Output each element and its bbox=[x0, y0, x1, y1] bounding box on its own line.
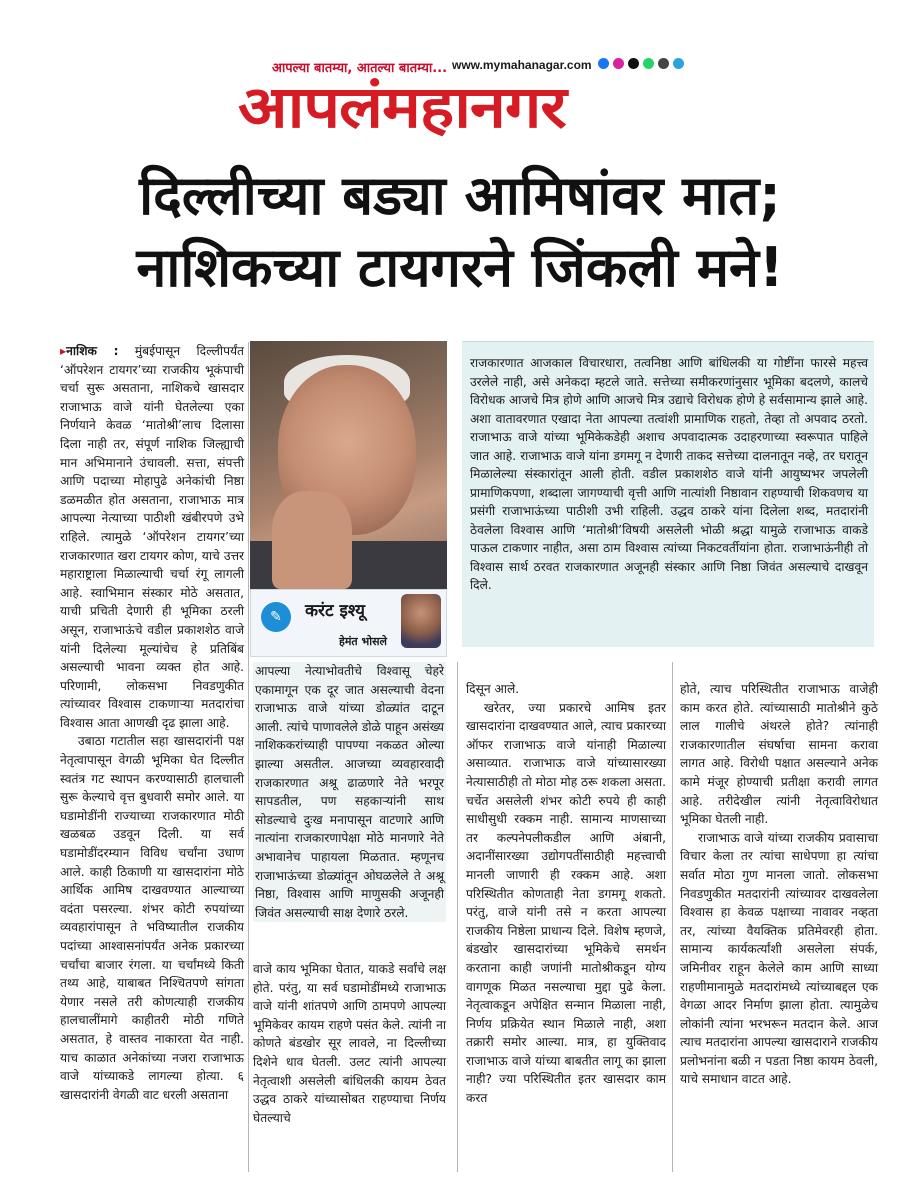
article-left-column bbox=[60, 342, 244, 1104]
paragraph: वाजे काय भूमिका घेतात, याकडे सर्वांचे लक्ष होते. परंतु, या सर्व घडामोडींमध्ये राजाभाऊ वाजे यांनी शांतपणे आणि ठामपणे आपल्या भूमिकेवर कायम राहणे पसंत केले. त्यांनी ना कोणते बंडखोर सूर लावले, ना दिल्लीच्या दिशेने धाव घेतली. उलट त्यांनी आपल्या नेतृत्वाशी असलेली बांधिलकी कायम ठेवत उद्धव ठाकरे यांच्यासोबत राहण्याचा निर्णय घेतल्याचे bbox=[253, 962, 446, 1125]
paragraph: दिसून आले. bbox=[466, 682, 520, 696]
paragraph: आपल्या नेत्याभोवतीचे विश्वासू चेहरे एकामागून एक दूर जात असल्याची वेदना राजाभाऊ वाजे यांच्या डोळ्यांत दाटून आली. त्यांचे पाणावलेले डोळे पाहून असंख्य नाशिककरांच्याही पापण्या नकळत ओल्या झाल्या असतील. आजच्या व्यवहारवादी राजकारणात अश्रू ढाळणारे नेते भरपूर सापडतील, पण सहकाऱ्यांनी साथ सोडल्याचे दुःख मनापासून वाटणारे आणि नात्यांना राजकारणापेक्षा मोठे मानणारे नेते अभावानेच पाहायला मिळतात. म्हणूनच राजाभाऊंच्या डोळ्यांतून ओघळलेले ते अश्रू निष्ठा, विश्वास आणि माणुसकी अजूनही जिवंत असल्याची साक्ष देणारे ठरले. bbox=[255, 664, 444, 920]
article-mid-bottom bbox=[253, 960, 446, 1127]
author-subject-photo bbox=[250, 341, 447, 589]
column-title: करंट इश्यू bbox=[305, 601, 365, 621]
column-author: हेमंत भोसले bbox=[339, 635, 387, 648]
social-icons bbox=[598, 58, 684, 69]
telegram-icon[interactable] bbox=[673, 58, 684, 69]
dateline-arrow-icon: ▸ bbox=[60, 344, 67, 358]
paragraph: खरेतर, ज्या प्रकारचे आमिष इतर खासदारांना दाखवण्यात आले, त्याच प्रकारच्या ऑफर राजाभाऊ वाजे यांनाही मिळाल्या असाव्यात. राजाभाऊ वाजे यांच्यासारख्या नेत्यासाठीही तो मोठा मोह ठरू शकला असता. चर्चेत असलेली शंभर कोटी रुपये ही काही साधीसुधी रक्कम नाही. सामान्य माणसाच्या तर कल्पनेपलीकडील आणि अंबानी, अदानींसारख्या उद्योगपतींसाठीही महत्त्वाची मानली जाणारी ही रक्कम आहे. अशा परिस्थितीत कोणताही नेता डगमगू शकतो. परंतु, वाजे यांनी तसे न करता आपल्या राजकीय निष्ठेला प्राधान्य दिले. विशेष म्हणजे, बंडखोर खासदारांच्या भूमिकेचे समर्थन करताना काही जणांनी मातोश्रीकडून योग्य वागणूक मिळत नसल्याचा मुद्दा पुढे केला. नेतृत्वाकडून अपेक्षित सन्मान मिळाला नाही, निर्णय प्रक्रियेत स्थान मिळाले नाही, अशा तक्रारी समोर आल्या. मात्र, हा युक्तिवाद राजाभाऊ वाजे यांच्या बाबतीत लागू का झाला नाही? ज्या परिस्थितीत इतर खासदार काम करत bbox=[466, 700, 666, 1106]
paragraph-text: मुंबईपासून दिल्लीपर्यंत ‘ऑपरेशन टायगर’च्या राजकीय भूकंपाची चर्चा सुरू असताना, नाशिकचे खासदार राजाभाऊ वाजे यांनी घेतलेल्या एका निर्णयाने केवळ ‘मातोश्री’लाच दिलासा दिला नाही तर, संपूर्ण नाशिक जिल्ह्याची मान अभिमानाने उंचावली. सत्ता, संपत्ती आणि पदाच्या मोहापुढे अनेकांची निष्ठा डळमळीत होत असताना, राजाभाऊ मात्र आपल्या नेत्याच्या पाठीशी खंबीरपणे उभे राहिले. त्यामुळे ‘ऑपरेशन टायगर’च्या राजकारणात खरा टायगर कोण, याचे उत्तर महाराष्ट्राला मिळाल्याची चर्चा रंगू लागली आहे. स्वाभिमान संस्कार मोठे असतात, याची प्रचिती देणारी ही भूमिका ठरली असून, राजाभाऊंचे वडील प्रकाशशेठ वाजे यांनी दिलेल्या मूल्यांचेच हे प्रतिबिंब असल्याची भावना व्यक्त होत आहे. परिणामी, लोकसभा निवडणुकीत त्यांच्यावर विश्वास टाकणाऱ्या मतदारांचा विश्वास आता आणखी दृढ झाला आहे. bbox=[60, 344, 245, 730]
tagline: आपल्या बातम्या, आतल्या बातम्या... bbox=[272, 61, 448, 76]
article-mid-shaded bbox=[253, 662, 446, 922]
headline-line-1: दिल्लीच्या बड्या आमिषांवर मात; bbox=[139, 164, 781, 227]
article-column-4 bbox=[680, 680, 878, 1089]
paragraph: होते, त्याच परिस्थितीत राजाभाऊ वाजेही काम करत होते. त्यांच्यासाठी मातोश्रीने कुठे लाल गालीचे अंथरले होते? त्यांनाही राजकारणातील संघर्षाचा सामना करावा लागत आहे. विरोधी पक्षात असल्याने अनेक कामे मंजूर होण्याची प्रतीक्षा करावी लागत आहे. तरीदेखील त्यांनी नेतृत्वाविरोधात भूमिका घेतली नाही. bbox=[680, 682, 878, 827]
headline-line-2: नाशिकच्या टायगरने जिंकली मने! bbox=[136, 236, 784, 299]
column-divider bbox=[672, 662, 673, 1172]
paragraph bbox=[60, 342, 244, 732]
paragraph: राजकारणात आजकाल विचारधारा, तत्वनिष्ठा आणि बांधिलकी या गोष्टींना फारसे महत्त्व उरलेले नाही, असे अनेकदा म्हटले जाते. सत्तेच्या समीकरणांनुसार भूमिका बदलणे, कालचे विरोधक आजचे मित्र होणे आणि आजचे मित्र उद्याचे विरोधक होणे हे सर्वसामान्य झाले आहे. अशा वातावरणात एखादा नेता आपल्या तत्वांशी प्रामाणिक राहतो, तेव्हा तो अपवाद ठरतो. राजाभाऊ वाजे यांच्या भूमिकेकडेही अशाच अपवादात्मक उदाहरणाच्या स्वरूपात पाहिले जात आहे. राजाभाऊ वाजे यांना डगमगू न देणारी ताकद सत्तेच्या दालनातून नव्हे, तर घरातून मिळालेल्या संस्कारांतून आली होती. वडील प्रकाशशेठ वाजे यांनी आयुष्यभर जपलेली प्रामाणिकपणा, शब्दाला जागण्याची वृत्ती आणि नात्यांशी निष्ठावान राहण्याची शिकवणच या प्रसंगी राजाभाऊंच्या पाठीशी उभी राहिली. उद्धव ठाकरे यांना दिलेला शब्द, मतदारांनी ठेवलेला विश्वास आणि ‘मातोश्री’विषयी असलेली भोळी श्रद्धा यामुळे राजाभाऊ वाकडे पाऊल टाकणार नाहीत, असा ठाम विश्वास त्यांच्या निकटवर्तीयांना होता. राजाभाऊंनीही तो विश्वास सार्थ ठरवत राजकारणात अजूनही संस्कार आणि निष्ठा जिवंत असल्याचे दाखवून दिले. bbox=[470, 356, 868, 592]
x-icon[interactable] bbox=[628, 58, 639, 69]
paragraph: उबाठा गटातील सहा खासदारांनी पक्ष नेतृत्वापासून वेगळी भूमिका घेत दिल्लीत स्वतंत्र गट स्थापन करण्यासाठी हालचाली सुरू केल्याचे वृत्त बुधवारी समोर आले. या घडामोडींनी राज्याच्या राजकारणात मोठी खळबळ उडवून दिली. या सर्व घडामोडींदरम्यान विविध चर्चांना उधाण आले. काही ठिकाणी या खासदारांना मोठे आर्थिक आमिष दाखवण्यात आल्याच्या वदंता पसरल्या. शंभर कोटी रुपयांच्या व्यवहारांपासून ते भविष्यातील राजकीय पदांच्या आश्वासनांपर्यंत अनेक प्रकारच्या चर्चांचा बाजार रंगला. या चर्चांमध्ये किती तथ्य आहे, याबाबत निश्चितपणे सांगता येणार नसले तरी कोणत्याही राजकीय हालचालींमागे काहीतरी मोठी गणिते असतात, हे वास्तव नाकारता येत नाही. याच काळात अनेकांच्या नजरा राजाभाऊ वाजे यांच्याकडे लागल्या होत्या. ६ खासदारांनी वेगळी वाट धरली असताना bbox=[60, 734, 244, 1102]
photo-hand bbox=[272, 491, 352, 589]
highlight-text bbox=[470, 354, 868, 595]
column-divider bbox=[457, 662, 458, 1172]
threads-icon[interactable] bbox=[658, 58, 669, 69]
facebook-icon[interactable] bbox=[598, 58, 609, 69]
paragraph: राजाभाऊ वाजे यांच्या राजकीय प्रवासाचा विचार केला तर त्यांचा साधेपणा हा त्यांचा सर्वात मोठा गुण मानला जातो. लोकसभा निवडणुकीत मतदारांनी त्यांच्यावर दाखवलेला विश्वास हा केवळ पक्षाच्या नावावर नव्हता तर, त्यांच्या वैयक्तिक प्रतिमेवरही होता. सामान्य कार्यकर्त्यांशी असलेला संपर्क, जमिनीवर राहून केलेले काम आणि साध्या राहणीमानामुळे मतदारांमध्ये त्यांच्याबद्दल एक वेगळा आदर निर्माण झाला होता. त्यामुळेच लोकांनी त्यांना भरभरून मतदान केले. आज त्याच मतदारांना आपल्या खासदाराने राजकीय प्रलोभनांना बळी न पडता निष्ठा कायम ठेवली, याचे समाधान वाटत आहे. bbox=[680, 830, 878, 1087]
column-divider bbox=[248, 342, 249, 1172]
headline bbox=[40, 160, 880, 304]
column-logo-icon: ✎ bbox=[261, 602, 291, 632]
newspaper-logo: आपलंमहानगर bbox=[238, 73, 566, 141]
instagram-icon[interactable] bbox=[613, 58, 624, 69]
whatsapp-icon[interactable] bbox=[643, 58, 654, 69]
article-column-3 bbox=[466, 680, 666, 1108]
column-badge bbox=[250, 589, 447, 657]
masthead bbox=[0, 0, 920, 150]
website-url[interactable]: www.mymahanagar.com bbox=[452, 58, 592, 72]
author-avatar bbox=[401, 594, 441, 648]
dateline: नाशिक : bbox=[66, 344, 119, 358]
